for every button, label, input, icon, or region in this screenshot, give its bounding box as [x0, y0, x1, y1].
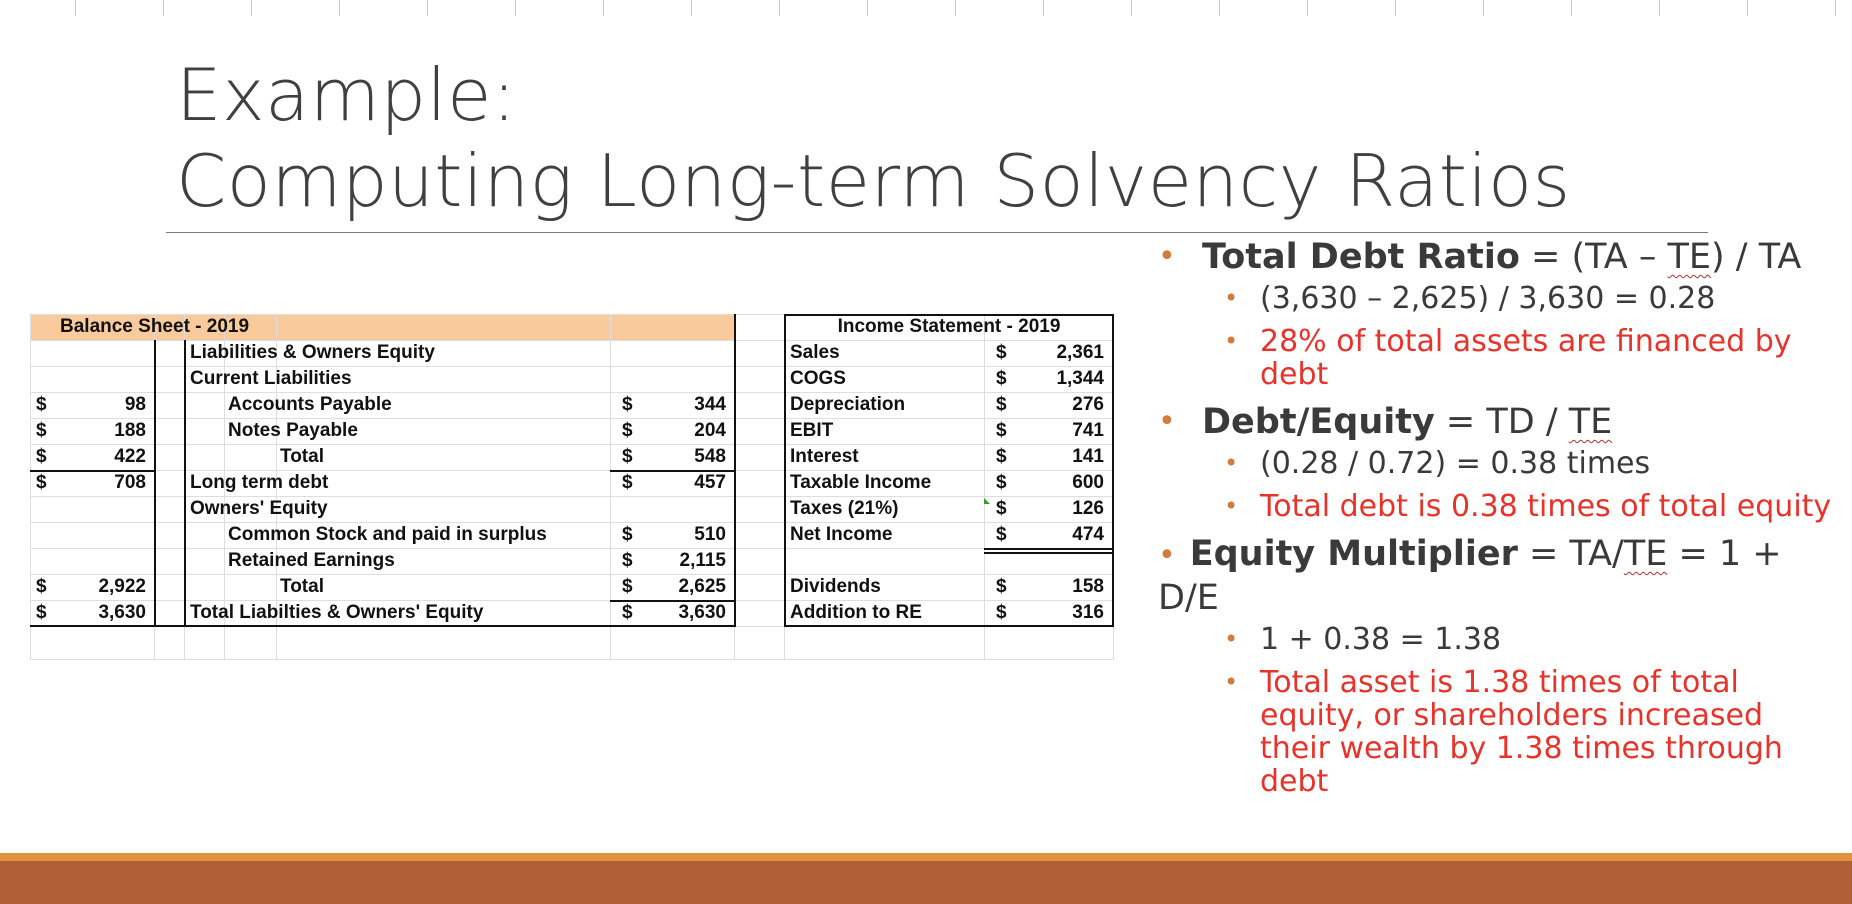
is-row-label: Depreciation: [790, 394, 906, 415]
ratio-formula-te: TE: [1667, 237, 1711, 277]
ruler-tick: [691, 0, 692, 16]
ruler-tick: [1659, 0, 1660, 16]
note-text: 28% of total assets are financed by debt: [1260, 324, 1792, 392]
ruler-tick: [515, 0, 516, 16]
bs-row-label: Retained Earnings: [228, 550, 395, 571]
currency-sign: $: [36, 472, 47, 493]
bullet-debt-equity: [1158, 401, 1838, 443]
is-row-value: 474: [1072, 524, 1104, 545]
currency-sign: $: [36, 420, 47, 441]
bs-row-value: 344: [694, 394, 726, 415]
ruler-tick: [1835, 0, 1836, 16]
ruler-tick: [1571, 0, 1572, 16]
footer-accent-line: [0, 853, 1852, 861]
ratio-formula-te: TE: [1568, 402, 1613, 442]
bullet-dot-icon: •: [1158, 404, 1176, 439]
bs-row-label: Owners' Equity: [190, 498, 328, 519]
asset-value: 708: [114, 472, 146, 493]
calc-text: 1 + 0.38 = 1.38: [1260, 622, 1502, 657]
currency-sign: $: [622, 446, 633, 467]
ratio-label: Total Debt Ratio: [1202, 237, 1520, 277]
currency-sign: $: [996, 524, 1007, 545]
is-row-label: Sales: [790, 342, 840, 363]
asset-value: 98: [124, 394, 146, 415]
currency-sign: $: [36, 602, 47, 623]
asset-value: 422: [114, 446, 146, 467]
ruler-tick: [1043, 0, 1044, 16]
cell-comment-marker: [984, 498, 990, 504]
bullet-dot-icon: •: [1224, 327, 1239, 355]
bs-row-label: Total: [280, 446, 324, 467]
ruler-tick: [163, 0, 164, 16]
currency-sign: $: [996, 394, 1007, 415]
currency-sign: $: [622, 550, 633, 571]
ratio-label: Equity Multiplier: [1189, 534, 1518, 574]
ruler-tick: [339, 0, 340, 16]
is-row-label: Dividends: [790, 576, 881, 597]
currency-sign: $: [622, 602, 633, 623]
bs-row-value: 457: [694, 472, 726, 493]
currency-sign: $: [622, 394, 633, 415]
bs-row-value: 2,115: [679, 550, 726, 571]
title-divider: [166, 232, 1708, 233]
currency-sign: $: [36, 394, 47, 415]
financial-statements-table: [30, 314, 1114, 660]
title-line-1: Example:: [176, 53, 517, 137]
currency-sign: $: [996, 602, 1007, 623]
is-row-value: 2,361: [1056, 342, 1104, 363]
ratio-formula: = (TA –: [1519, 237, 1668, 277]
currency-sign: $: [996, 342, 1007, 363]
bs-row-value: 3,630: [678, 602, 726, 623]
currency-sign: $: [996, 472, 1007, 493]
bs-row-value: 548: [694, 446, 726, 467]
currency-sign: $: [996, 368, 1007, 389]
ratio-bullets: [1158, 236, 1838, 808]
ruler-tick: [1131, 0, 1132, 16]
liabilities-header: Liabilities & Owners Equity: [190, 342, 435, 363]
bullet-dot-icon: •: [1158, 239, 1176, 274]
bs-row-value: 510: [694, 524, 726, 545]
is-row-label: Net Income: [790, 524, 893, 545]
is-row-value: 1,344: [1056, 368, 1104, 389]
currency-sign: $: [36, 576, 47, 597]
is-row-label: Interest: [790, 446, 859, 467]
is-row-value: 316: [1072, 602, 1104, 623]
is-row-label: EBIT: [790, 420, 834, 441]
ratio-formula: = TD /: [1434, 402, 1569, 442]
sub-bullet-note: [1158, 490, 1838, 523]
ruler-tick: [1219, 0, 1220, 16]
bs-row-label: Common Stock and paid in surplus: [228, 524, 547, 545]
is-row-label: Addition to RE: [790, 602, 922, 623]
is-row-value: 126: [1072, 498, 1104, 519]
is-row-label: Taxes (21%): [790, 498, 899, 519]
ruler-tick: [1747, 0, 1748, 16]
ruler-tick: [603, 0, 604, 16]
sub-bullet-calc: [1158, 282, 1838, 315]
currency-sign: $: [36, 446, 47, 467]
bs-row-value: 2,625: [678, 576, 726, 597]
is-row-label: COGS: [790, 368, 846, 389]
ratio-formula: = TA/: [1517, 534, 1624, 574]
ruler-tick: [779, 0, 780, 16]
note-text: Total asset is 1.38 times of total equity, or shareholders increased their wealth by 1.38 times through debt: [1260, 665, 1783, 799]
currency-sign: $: [622, 472, 633, 493]
bs-row-value: 204: [694, 420, 726, 441]
bs-row-label: Total Liabilties & Owners' Equity: [190, 602, 484, 623]
ratio-formula: = 1 + D/E: [1158, 534, 1782, 618]
sub-bullet-note: [1158, 325, 1838, 391]
is-row-label: Taxable Income: [790, 472, 932, 493]
ruler-tick: [1307, 0, 1308, 16]
ruler-tick: [1483, 0, 1484, 16]
is-row-value: 741: [1072, 420, 1104, 441]
asset-value: 3,630: [98, 602, 146, 623]
calc-text: (0.28 / 0.72) = 0.38 times: [1260, 446, 1651, 481]
bs-row-label: Total: [280, 576, 324, 597]
ratio-formula-te: TE: [1623, 534, 1668, 574]
bullet-dot-icon: •: [1158, 538, 1176, 573]
currency-sign: $: [996, 446, 1007, 467]
currency-sign: $: [622, 576, 633, 597]
bullet-dot-icon: •: [1224, 449, 1239, 477]
is-row-value: 158: [1072, 576, 1104, 597]
is-row-value: 141: [1072, 446, 1104, 467]
currency-sign: $: [996, 420, 1007, 441]
bullet-dot-icon: •: [1224, 284, 1239, 312]
income-statement-title: Income Statement - 2019: [837, 316, 1061, 337]
bullet-equity-multiplier: [1158, 533, 1838, 619]
ruler-tick: [75, 0, 76, 16]
calc-text: (3,630 – 2,625) / 3,630 = 0.28: [1260, 281, 1716, 316]
bs-row-label: Notes Payable: [228, 420, 358, 441]
ruler-tick: [867, 0, 868, 16]
footer-bar: [0, 861, 1852, 904]
bullet-dot-icon: •: [1224, 668, 1239, 696]
slide-ruler: [0, 0, 1852, 18]
bullet-total-debt-ratio: [1158, 236, 1838, 278]
asset-value: 2,922: [98, 576, 146, 597]
ruler-tick: [251, 0, 252, 16]
sub-bullet-note: [1158, 666, 1838, 798]
bullet-dot-icon: •: [1224, 625, 1239, 653]
current-liabilities-label: Current Liabilities: [190, 368, 352, 389]
asset-value: 188: [114, 420, 146, 441]
ruler-tick: [1395, 0, 1396, 16]
ratio-label: Debt/Equity: [1202, 402, 1435, 442]
currency-sign: $: [622, 524, 633, 545]
currency-sign: $: [622, 420, 633, 441]
balance-sheet-title: Balance Sheet - 2019: [60, 316, 250, 337]
bs-row-label: Long term debt: [190, 472, 329, 493]
currency-sign: $: [996, 498, 1007, 519]
bullet-dot-icon: •: [1224, 492, 1239, 520]
ratio-formula: ) / TA: [1711, 237, 1802, 277]
bs-row-label: Accounts Payable: [228, 394, 392, 415]
note-text: Total debt is 0.38 times of total equity: [1260, 489, 1832, 524]
sub-bullet-calc: [1158, 447, 1838, 480]
ruler-tick: [955, 0, 956, 16]
currency-sign: $: [996, 576, 1007, 597]
is-row-value: 600: [1072, 472, 1104, 493]
ruler-tick: [427, 0, 428, 16]
is-row-value: 276: [1072, 394, 1104, 415]
title-line-2: Computing Long-term Solvency Ratios: [176, 139, 1571, 223]
slide-title: [176, 52, 1571, 224]
sub-bullet-calc: [1158, 623, 1838, 656]
